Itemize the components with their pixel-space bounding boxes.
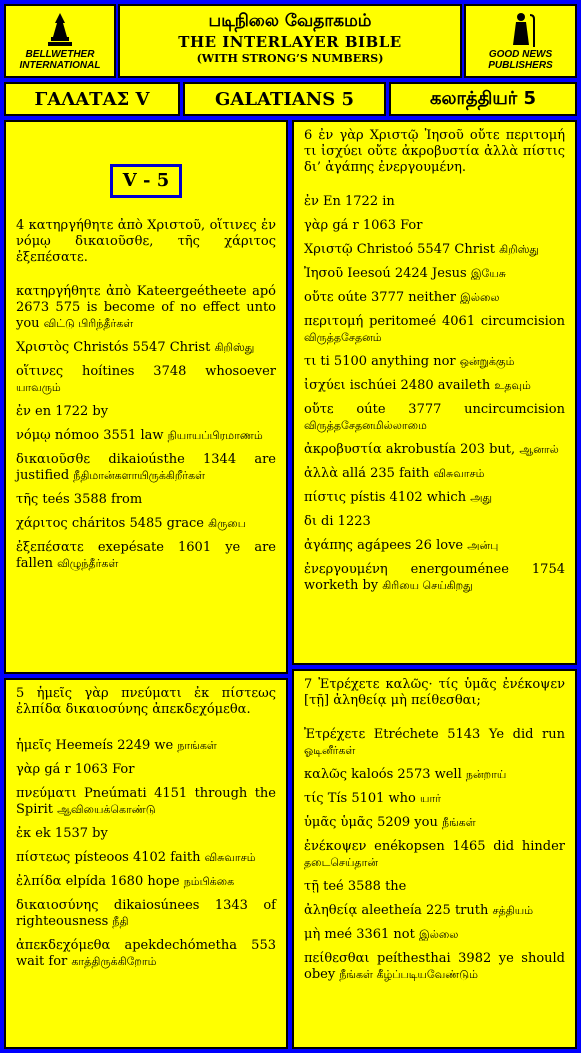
title-english: THE INTERLAYER BIBLE xyxy=(178,33,402,51)
entry-tamil: நீங்கள் xyxy=(442,816,476,829)
entry-continuation: obey xyxy=(304,967,336,982)
word-entry xyxy=(16,452,276,484)
book-greek xyxy=(4,82,180,116)
entry-tamil: ஒன்றுக்கும் xyxy=(459,355,515,368)
entry-tamil: யார் xyxy=(420,792,441,805)
bell-tower-icon xyxy=(45,11,75,49)
word-entry xyxy=(304,879,565,895)
entry-main: κατηργήθητε ἀπὸ Kateergeétheete xyxy=(16,284,247,299)
verse-4-entries xyxy=(16,284,276,572)
word-entry xyxy=(304,290,565,306)
entry-tamil: அன்பு xyxy=(467,539,499,552)
entry-main: ἀληθείᾳ aleetheía 225 truth xyxy=(304,903,489,918)
entry-main: ἡμεῖς Heemeís 2249 we xyxy=(16,738,174,753)
title-tamil: படிநிலை வேதாகமம் xyxy=(208,11,372,31)
word-entry xyxy=(304,538,565,554)
word-entry xyxy=(16,850,276,866)
entry-main: μὴ meé 3361 not xyxy=(304,927,415,942)
word-entry xyxy=(304,951,565,983)
entry-main: οὔτε oúte 3777 neither xyxy=(304,290,456,305)
entry-main: ἐκ ek 1537 by xyxy=(16,826,108,841)
bellwether-logo-line2: INTERNATIONAL xyxy=(19,60,101,71)
verse-4-text: 4 κατηργήθητε ἀπὸ Χριστοῦ, οἵτινες ἐν νόμῳ δικαιοῦσθε, τῆς χάριτος ἐξεπέσατε. xyxy=(16,218,276,265)
word-entry xyxy=(304,514,565,530)
entry-main: πνεύματι Pneúmati 4151 through the xyxy=(16,786,276,801)
verse-7-entries xyxy=(304,727,565,983)
entry-main: Ἐτρέχετε Etréchete 5143 Ye did run xyxy=(304,727,565,742)
entry-tamil: கிறிஸ்து xyxy=(499,243,539,256)
entry-main: τῆς teés 3588 from xyxy=(16,492,143,507)
entry-tamil: யாவரும் xyxy=(16,381,61,394)
entry-main: περιτομή peritomeé 4061 circumcision xyxy=(304,314,565,329)
entry-continuation: of righteousness xyxy=(16,898,276,929)
title-panel xyxy=(118,4,462,78)
entry-tamil: விசுவாசம் xyxy=(204,851,256,864)
word-entry xyxy=(16,762,276,778)
word-entry xyxy=(304,562,565,594)
word-entry xyxy=(16,898,276,930)
word-entry xyxy=(304,266,565,282)
bellwether-logo xyxy=(4,4,116,78)
bellwether-logo-line1: BELLWETHER xyxy=(25,49,95,60)
entry-continuation: justified xyxy=(16,468,70,483)
entry-tamil: நீதிமான்களாயிருக்கிறீர்கள் xyxy=(73,469,206,482)
entry-tamil: இயேசு xyxy=(470,267,506,280)
verse-5-text: 5 ἡμεῖς γὰρ πνεύματι ἐκ πίστεως ἐλπίδα δικαιοσύνης ἀπεκδεχόμεθα. xyxy=(16,686,276,717)
verse-5-entries xyxy=(16,738,276,970)
word-entry xyxy=(16,492,276,508)
book-tamil-label: கலாத்தியர் 5 xyxy=(430,87,536,109)
entry-tamil: ஆனால் xyxy=(519,443,559,456)
entry-tamil: கிருபை xyxy=(208,517,246,530)
entry-tamil: கிரியை செய்கிறது xyxy=(382,579,473,592)
word-entry xyxy=(304,490,565,506)
goodnews-logo-line2: PUBLISHERS xyxy=(488,60,553,71)
entry-tamil: நாங்கள் xyxy=(177,739,217,752)
word-entry xyxy=(304,815,565,831)
entry-main: πίστις pístis 4102 which xyxy=(304,490,467,505)
word-entry xyxy=(304,903,565,919)
entry-tamil: விருத்தசேதனம் xyxy=(304,331,382,344)
entry-main: τίς Tís 5101 who xyxy=(304,791,416,806)
entry-main: δικαιοῦσθε dikaioústhe 1344 are xyxy=(16,452,276,467)
shepherd-icon xyxy=(506,11,536,49)
entry-main: πείθεσθαι peíthesthai 3982 ye should xyxy=(304,951,565,966)
verse-6-entries xyxy=(304,194,565,594)
word-entry xyxy=(304,442,565,458)
entry-tamil: இல்லை xyxy=(419,928,459,941)
entry-main: ἀκροβυστία akrobustía 203 but, xyxy=(304,442,516,457)
word-entry xyxy=(304,242,565,258)
entry-main: Ἰησοῦ Ieesoú 2424 Jesus xyxy=(304,266,467,281)
word-entry xyxy=(16,786,276,818)
word-entry xyxy=(304,402,565,434)
book-greek-label: ΓΑΛΑΤΑΣ V xyxy=(34,88,150,110)
entry-main: ἐν en 1722 by xyxy=(16,404,109,419)
entry-main: καλῶς kaloós 2573 well xyxy=(304,767,462,782)
entry-continuation: wait for xyxy=(16,954,68,969)
entry-tamil: தடைசெய்தான் xyxy=(304,856,378,869)
entry-tamil: நியாயப்பிரமாணம் xyxy=(167,429,263,442)
entry-main: οὔτε oúte 3777 uncircumcision xyxy=(304,402,565,417)
entry-main: Χριστὸς Christós 5547 Christ xyxy=(16,340,211,355)
entry-tamil: ஓடினீர்கள் xyxy=(304,744,356,757)
verse-6-text: 6 ἐν γὰρ Χριστῷ Ἰησοῦ οὔτε περιτομή τι ἰσχύει οὔτε ἀκροβυστία ἀλλὰ πίστις δι’ ἀγάπης ἐνεργουμένη. xyxy=(304,128,565,175)
entry-continuation: Spirit xyxy=(16,802,53,817)
word-entry xyxy=(16,738,276,754)
word-entry xyxy=(304,839,565,871)
word-entry xyxy=(16,340,276,356)
entry-main: δι di 1223 xyxy=(304,514,371,529)
word-entry xyxy=(304,466,565,482)
word-entry xyxy=(16,364,276,396)
word-entry xyxy=(304,727,565,759)
entry-main: ἐν En 1722 in xyxy=(304,194,395,209)
entry-main: χάριτος cháritos 5485 grace xyxy=(16,516,204,531)
entry-main: ἐλπίδα elpída 1680 hope xyxy=(16,874,180,889)
word-entry xyxy=(304,791,565,807)
entry-main: γὰρ gá r 1063 For xyxy=(304,218,423,233)
goodnews-logo-line1: GOOD NEWS xyxy=(488,49,553,60)
entry-tamil: விழுந்தீர்கள் xyxy=(57,557,119,570)
entry-tamil: சத்தியம் xyxy=(492,904,534,917)
entry-tamil: நீதி xyxy=(112,915,129,928)
entry-main: ἀπεκδεχόμεθα apekdechómetha 553 xyxy=(16,938,276,953)
word-entry xyxy=(16,540,276,572)
word-entry xyxy=(16,428,276,444)
entry-main: νόμῳ nómoo 3551 law xyxy=(16,428,164,443)
entry-main: δικαιοσύνης dikaiosúnees 1343 xyxy=(16,898,248,913)
entry-main: τι ti 5100 anything nor xyxy=(304,354,456,369)
word-entry xyxy=(16,874,276,890)
entry-tamil: இல்லை xyxy=(460,291,500,304)
word-entry xyxy=(16,516,276,532)
book-english-label: GALATIANS 5 xyxy=(215,88,354,110)
word-entry xyxy=(304,927,565,943)
entry-main: πίστεως písteoos 4102 faith xyxy=(16,850,201,865)
entry-tamil: உதவும் xyxy=(494,379,531,392)
entry-main: τῇ teé 3588 the xyxy=(304,879,407,894)
entry-main: ὑμᾶς ὑμᾶς 5209 you xyxy=(304,815,438,830)
word-entry xyxy=(304,314,565,346)
entry-main: ἐνέκοψεν enékopsen 1465 did hinder xyxy=(304,839,565,854)
entry-tamil: ஆவியைக்கொண்டு xyxy=(57,803,156,816)
chapter-label: V - 5 xyxy=(110,164,182,198)
word-entry xyxy=(16,826,276,842)
verse-5-panel xyxy=(4,678,288,1049)
entry-main: ἐξεπέσατε exepésate 1601 ye are fallen xyxy=(16,540,276,571)
verse-6-panel xyxy=(292,120,577,665)
verse-4-panel xyxy=(4,120,288,674)
word-entry xyxy=(304,218,565,234)
verse-7-text: 7 Ἐτρέχετε καλῶς· τίς ὑμᾶς ἐνέκοψεν [τῇ] ἀληθείᾳ μὴ πείθεσθαι; xyxy=(304,677,565,708)
entry-tamil: கிறிஸ்து xyxy=(214,341,255,354)
entry-main: Χριστῷ Christoó 5547 Christ xyxy=(304,242,495,257)
entry-main: ἰσχύει ischúei 2480 availeth xyxy=(304,378,491,393)
entry-main: οἵτινες hoítines 3748 whosoever xyxy=(16,364,276,379)
entry-main: ἀλλὰ allá 235 faith xyxy=(304,466,430,481)
word-entry xyxy=(16,938,276,970)
entry-tamil: நன்றாய் xyxy=(465,768,507,781)
word-entry xyxy=(304,354,565,370)
entry-tamil: நீங்கள் கீழ்ப்படியவேண்டும் xyxy=(339,968,478,981)
goodnews-logo xyxy=(464,4,577,78)
entry-main: γὰρ gá r 1063 For xyxy=(16,762,135,777)
word-entry xyxy=(304,194,565,210)
word-entry xyxy=(16,404,276,420)
entry-tamil: நம்பிக்கை xyxy=(183,875,235,888)
entry-continuation: apó 2673 575 is become of no effect unto you xyxy=(16,284,276,331)
entry-main: ἐνεργουμένη energouménee 1754 xyxy=(304,562,565,577)
entry-main: ἀγάπης agápees 26 love xyxy=(304,538,464,553)
word-entry xyxy=(16,284,276,332)
word-entry xyxy=(304,378,565,394)
entry-tamil: விருத்தசேதனமில்லாமை xyxy=(304,419,427,432)
book-english xyxy=(183,82,386,116)
word-entry xyxy=(304,767,565,783)
entry-continuation: worketh by xyxy=(304,578,379,593)
entry-tamil: விட்டு பிரிந்தீர்கள் xyxy=(43,317,134,330)
book-tamil xyxy=(389,82,577,116)
entry-tamil: காத்திருக்கிறோம் xyxy=(71,955,157,968)
verse-7-panel xyxy=(292,669,577,1049)
subtitle: (WITH STRONG’S NUMBERS) xyxy=(196,52,384,65)
entry-tamil: அது xyxy=(470,491,492,504)
entry-tamil: விசுவாசம் xyxy=(433,467,485,480)
